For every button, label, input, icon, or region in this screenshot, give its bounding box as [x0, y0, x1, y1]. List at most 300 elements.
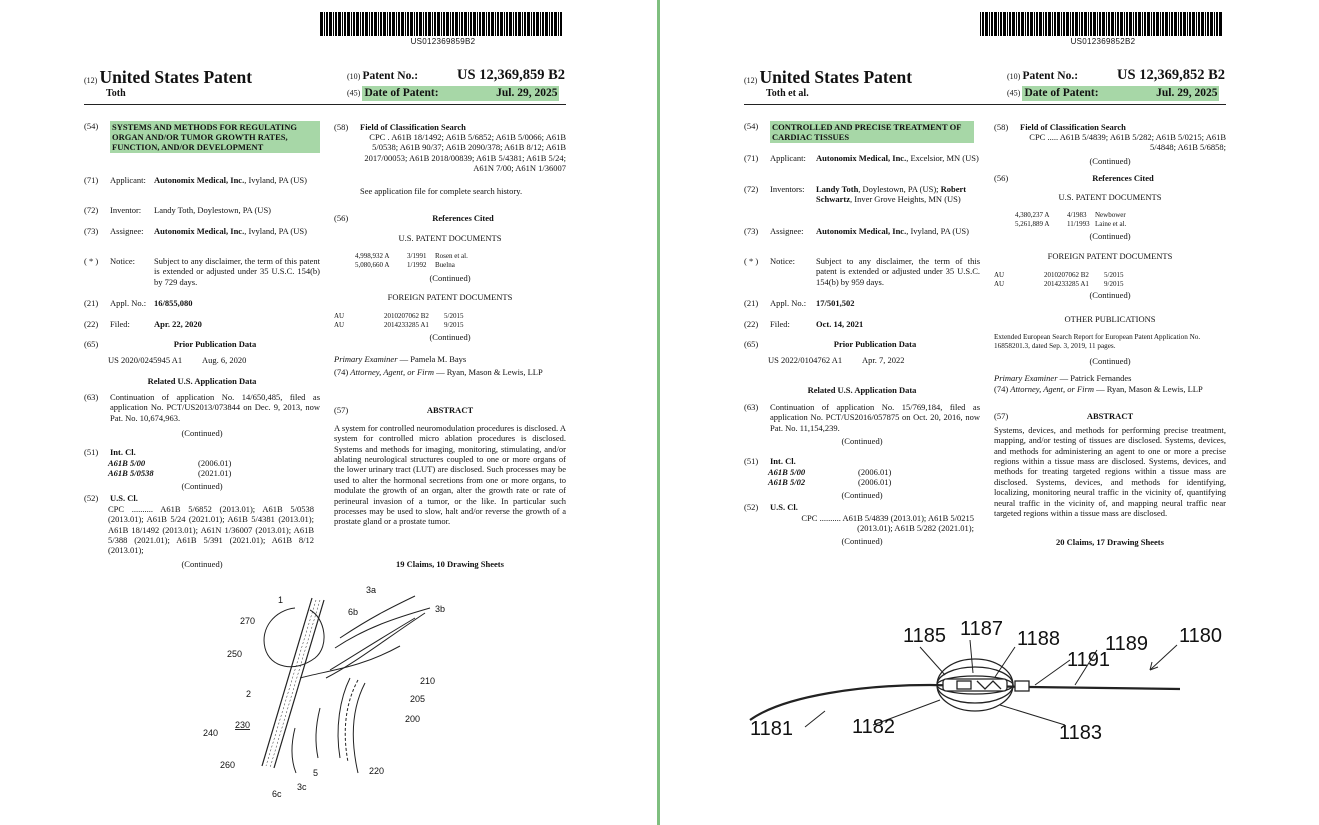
barcode-bar — [369, 12, 370, 36]
barcode-bar — [1075, 12, 1078, 36]
foreign-doc-row: AU 2010207062 B2 5/2015 — [994, 271, 1124, 279]
field-54-title: (54) SYSTEMS AND METHODS FOR REGULATING ORGAN AND/OR TUMOR GROWTH RATES, FUNCTION, AND/OR DEVELOPMENT — [84, 121, 320, 153]
us-cl-text: CPC .......... A61B 5/6852 (2013.01); A61B 5/0538 (2013.01); A61B 5/24 (2021.01); A61B 5/4381 (2013.01); A61B 18/1492 (2013.01); A61N 1/36007 (2013.01); A61B 5/388 (2021.01); A61B 5/391 (2021.01); A61B 8/12 (2013.01); — [108, 504, 314, 556]
barcode-bar — [1054, 12, 1056, 36]
figure-label: 270 — [240, 616, 256, 626]
related-app-heading: Related U.S. Application Data — [147, 376, 257, 386]
barcode-bar — [1027, 12, 1029, 36]
barcode-bar — [994, 12, 997, 36]
barcode-bar — [479, 12, 481, 36]
barcode-bar — [1198, 12, 1200, 36]
figure-label: 1183 — [1059, 722, 1103, 744]
other-pub-entry: Extended European Search Report for European Patent Application No. 16858201.3, dated Sep. 3, 2019, 11 pages. — [994, 333, 1201, 350]
abstract-text: A system for controlled neuromodulation procedures is disclosed. A system for controlled micro ablation procedures is disclosed. Systems and methods for imaging, monitoring, stimulating, and/or ablating neurological structures coupled to one or more organs of the lower urinary tract (LUT) are disclosed. Such processes may be used to alter the hormonal secretions from one or more organs, to modulate the growth of an organ, alter the growth rate or rate of perineural invasion of a tumor, or the like. In particular such processes may be used to slow, halt and/or reverse the growth of a prostate gland or a prostate tumor. — [334, 423, 566, 527]
barcode-bar — [998, 12, 999, 36]
continued-note: (Continued) — [1089, 231, 1131, 241]
barcode-bar — [504, 12, 505, 36]
barcode-bar — [980, 12, 981, 36]
us-doc-row: 4,380,237 A 4/1983 Newbower — [1015, 211, 1126, 219]
barcode-bar — [392, 12, 395, 36]
barcode-bar — [1138, 12, 1141, 36]
barcode-bar — [1063, 12, 1065, 36]
field-58-classification: (58) Field of Classification Search — [994, 122, 1126, 132]
figure-label: 205 — [410, 694, 426, 704]
barcode-bar — [401, 12, 404, 36]
barcode-bar — [1093, 12, 1096, 36]
primary-examiner: Primary Examiner — Patrick Fernandes — [994, 373, 1132, 383]
barcode-bar — [356, 12, 359, 36]
barcode-bar — [410, 12, 413, 36]
field-56-references: (56) References Cited — [334, 213, 494, 223]
barcode-bar — [455, 12, 458, 36]
us-docs-list — [355, 252, 555, 269]
barcode-bar — [1007, 12, 1008, 36]
us-doc-row: 4,998,932 A 3/1991 Rosen et al. — [355, 252, 468, 260]
barcode-bar — [1034, 12, 1035, 36]
barcode-bar — [396, 12, 397, 36]
barcode-bar — [1030, 12, 1033, 36]
barcode-bar — [362, 12, 364, 36]
attorney: (74) Attorney, Agent, or Firm — Ryan, Mason & Lewis, LLP — [994, 384, 1203, 394]
patent-drawing-figure — [200, 578, 460, 808]
barcode-bar — [515, 12, 517, 36]
barcode-bar — [1079, 12, 1080, 36]
barcode-bar — [428, 12, 431, 36]
foreign-docs-list — [994, 271, 1214, 288]
barcode-bar — [1162, 12, 1164, 36]
barcode-bar — [533, 12, 535, 36]
attorney: (74) Attorney, Agent, or Firm — Ryan, Mason & Lewis, LLP — [334, 367, 543, 377]
barcode-bar — [540, 12, 541, 36]
barcode-bar — [1090, 12, 1092, 36]
figure-label: 2 — [246, 689, 252, 699]
barcode-bar — [441, 12, 442, 36]
barcode-bar — [450, 12, 451, 36]
barcode-bar — [982, 12, 984, 36]
field-63-continuation: (63) Continuation of application No. 15/769,184, filed as application No. PCT/US2016/057875 on Oct. 20, 2016, now Pat. No. 11,154,239. — [744, 402, 980, 433]
figure-label: 3a — [366, 585, 377, 595]
barcode-bar — [1088, 12, 1089, 36]
barcode-bar — [542, 12, 544, 36]
barcode-bar — [1016, 12, 1017, 36]
barcode-bar — [491, 12, 494, 36]
primary-examiner: Primary Examiner — Pamela M. Bays — [334, 354, 467, 364]
barcode-bar — [1070, 12, 1071, 36]
field-52-us-cl: (52) U.S. Cl. — [744, 502, 798, 512]
field-notice: ( * ) Notice: Subject to any disclaimer, the term of this patent is extended or adjusted under 35 U.S.C. 154(b) by 729 days. — [84, 256, 320, 287]
barcode-bar — [500, 12, 503, 36]
continued-note: (Continued) — [841, 436, 883, 446]
barcode-bar — [374, 12, 377, 36]
header-rule — [84, 104, 566, 105]
barcode-bar — [468, 12, 469, 36]
foreign-docs-list — [334, 312, 554, 329]
barcode-bar — [1018, 12, 1020, 36]
barcode-bar — [389, 12, 391, 36]
field-57-abstract: (57) ABSTRACT — [994, 411, 1134, 421]
barcode-bar — [1169, 12, 1170, 36]
tissue-line — [353, 683, 365, 773]
int-cl-list — [768, 467, 980, 488]
barcode-bar — [518, 12, 521, 36]
barcode-bar — [1144, 12, 1146, 36]
barcode-bar — [1084, 12, 1087, 36]
barcode-bar — [329, 12, 332, 36]
barcode-bar — [488, 12, 490, 36]
figure-label: 250 — [227, 649, 243, 659]
barcode-bar — [1012, 12, 1015, 36]
barcode-bar — [353, 12, 355, 36]
barcode-bar — [1081, 12, 1083, 36]
figure-label: 230 — [235, 720, 251, 730]
field-51-int-cl: (51) Int. Cl. — [744, 456, 796, 466]
barcode-bar — [1219, 12, 1222, 36]
barcode-bar — [1196, 12, 1197, 36]
barcode-bar — [351, 12, 352, 36]
barcode-bar — [1126, 12, 1128, 36]
barcode-bar — [414, 12, 415, 36]
barcode-bar — [1039, 12, 1042, 36]
continued-note: (Continued) — [181, 481, 223, 491]
barcode-bar — [1111, 12, 1114, 36]
barcode-bar — [470, 12, 472, 36]
field-65-prior-pub: (65) Prior Publication Data — [744, 339, 917, 349]
patent-type-heading: (12) United States Patent — [84, 67, 253, 87]
barcode-bar — [398, 12, 400, 36]
continued-note: (Continued) — [841, 490, 883, 500]
us-docs-heading: U.S. PATENT DOCUMENTS — [398, 233, 502, 243]
barcode-bar — [1106, 12, 1107, 36]
barcode-bar — [378, 12, 379, 36]
barcode-bar — [425, 12, 427, 36]
classification-note: See application file for complete search history. — [360, 186, 523, 196]
field-73-assignee: (73) Assignee: Autonomix Medical, Inc., Ivyland, PA (US) — [744, 226, 969, 236]
document-title: United States Patent — [99, 67, 253, 87]
int-cl-row: A61B 5/0538 (2021.01) — [108, 468, 232, 479]
inventor-short: Toth et al. — [766, 88, 809, 99]
related-app-heading: Related U.S. Application Data — [807, 385, 917, 395]
foreign-docs-heading: FOREIGN PATENT DOCUMENTS — [1047, 251, 1173, 261]
patent-page-left — [0, 0, 657, 825]
continued-note: (Continued) — [841, 536, 883, 546]
patent-number-line: (10) Patent No.: US 12,369,859 B2 — [347, 67, 565, 83]
tissue-line — [338, 678, 350, 758]
barcode-bar — [1214, 12, 1215, 36]
barcode-bar — [1142, 12, 1143, 36]
barcode-bar — [524, 12, 526, 36]
foreign-docs-heading: FOREIGN PATENT DOCUMENTS — [387, 292, 513, 302]
barcode-bar — [506, 12, 508, 36]
foreign-doc-row: AU 2014233285 A1 9/2015 — [994, 279, 1124, 288]
patent-number: US 12,369,852 B2 — [1117, 67, 1225, 83]
figure-label: 6b — [348, 607, 359, 617]
barcode-bar — [1036, 12, 1038, 36]
barcode-bar — [991, 12, 993, 36]
us-docs-list — [1015, 211, 1215, 228]
leader-lines — [805, 700, 1065, 727]
date-highlight: Date of Patent: Jul. 29, 2025 — [1024, 87, 1218, 99]
barcode-bar — [545, 12, 548, 36]
barcode-bar — [1189, 12, 1191, 36]
continued-note: (Continued) — [429, 332, 471, 342]
barcode-bar — [333, 12, 334, 36]
barcode-bar — [536, 12, 539, 36]
patent-drawing-figure — [745, 615, 1245, 750]
barcode-bar — [459, 12, 460, 36]
prior-pub-row: US 2020/0245945 A1 Aug. 6, 2020 — [108, 355, 247, 365]
date-of-patent: Jul. 29, 2025 — [496, 87, 558, 99]
int-cl-list — [108, 458, 320, 479]
field-73-assignee: (73) Assignee: Autonomix Medical, Inc., Ivyland, PA (US) — [84, 226, 307, 236]
figure-label: 1185 — [903, 625, 947, 647]
barcode-bar — [1216, 12, 1218, 36]
tissue-line — [292, 728, 296, 773]
barcode-bar — [497, 12, 499, 36]
barcode-bar — [1192, 12, 1195, 36]
barcode-bar — [1072, 12, 1074, 36]
barcode-bar — [371, 12, 373, 36]
figure-label: 6c — [272, 789, 282, 799]
barcode-bar — [1021, 12, 1024, 36]
continued-note: (Continued) — [181, 428, 223, 438]
patent-number-line: (10) Patent No.: US 12,369,852 B2 — [1007, 67, 1225, 83]
figure-label: 1187 — [960, 618, 1004, 640]
barcode-bar — [446, 12, 449, 36]
barcode-bar — [383, 12, 386, 36]
barcode-bar — [380, 12, 382, 36]
field-21-appl-no: (21) Appl. No.: 16/855,080 — [84, 298, 193, 308]
field-58-classification: (58) Field of Classification Search — [334, 122, 466, 132]
date-of-patent-line: (45) Date of Patent: Jul. 29, 2025 — [1007, 87, 1218, 99]
barcode-bar — [320, 12, 323, 36]
header-rule — [744, 104, 1226, 105]
barcode-bar — [513, 12, 514, 36]
int-cl-row: A61B 5/02 (2006.01) — [768, 477, 892, 488]
barcode-bar — [1153, 12, 1155, 36]
nerve-line — [300, 646, 400, 678]
barcode-bar — [464, 12, 467, 36]
barcode-bar — [1207, 12, 1209, 36]
int-cl-row: A61B 5/00 (2006.01) — [768, 467, 892, 477]
barcode-bar — [985, 12, 988, 36]
barcode-bar — [1180, 12, 1182, 36]
barcode-bar — [1160, 12, 1161, 36]
document-title: United States Patent — [759, 67, 913, 87]
figure-label: 3b — [435, 604, 446, 614]
field-notice: ( * ) Notice: Subject to any disclaimer, the term of this patent is extended or adjusted under 35 U.S.C. 154(b) by 959 days. — [744, 256, 980, 287]
publication-number: US012369852B2 — [1070, 37, 1136, 46]
classification-text: CPC . A61B 18/1492; A61B 5/6852; A61B 5/0066; A61B 5/0538; A61B 90/37; A61B 2090/378; A61B 8/12; A61B 2017/00053; A61B 2018/00839; A61B 5/4381; A61B 5/24; A61N 7/00; A61N 1/36007 — [364, 132, 566, 174]
field-71-applicant: (71) Applicant: Autonomix Medical, Inc., Ivyland, PA (US) — [84, 175, 307, 185]
date-highlight: Date of Patent: Jul. 29, 2025 — [364, 87, 558, 99]
claims-summary: 20 Claims, 17 Drawing Sheets — [1056, 537, 1164, 547]
barcode-bar — [360, 12, 361, 36]
figure-label: 1181 — [750, 718, 794, 740]
barcode-bar — [1124, 12, 1125, 36]
barcode-bar — [1174, 12, 1177, 36]
barcode-bar — [527, 12, 530, 36]
barcode-bar — [387, 12, 388, 36]
barcode-bar — [1201, 12, 1204, 36]
barcode-bar — [1108, 12, 1110, 36]
vessel-line — [330, 618, 415, 670]
barcode — [980, 12, 1226, 36]
figure-label: 5 — [313, 768, 319, 778]
field-51-int-cl: (51) Int. Cl. — [84, 447, 136, 457]
barcode-bar — [482, 12, 485, 36]
barcode-bar — [434, 12, 436, 36]
field-52-us-cl: (52) U.S. Cl. — [84, 493, 138, 503]
barcode-bar — [405, 12, 406, 36]
figure-label: 210 — [420, 676, 436, 686]
barcode-bar — [1205, 12, 1206, 36]
barcode-bar — [1048, 12, 1051, 36]
invention-title: SYSTEMS AND METHODS FOR REGULATING ORGAN AND/OR TUMOR GROWTH RATES, FUNCTION, AND/OR DEVELOPMENT — [110, 121, 320, 153]
barcode-bar — [1187, 12, 1188, 36]
barcode-bar — [461, 12, 463, 36]
us-docs-heading: U.S. PATENT DOCUMENTS — [1058, 192, 1162, 202]
field-57-abstract: (57) ABSTRACT — [334, 405, 474, 415]
barcode-bar — [1061, 12, 1062, 36]
figure-label: 1191 — [1067, 649, 1111, 671]
field-72-inventors: (72) Inventors: Landy Toth, Doylestown, PA (US); Robert Schwartz, Inver Grove Heights, MN (US) — [744, 184, 967, 205]
barcode-bar — [531, 12, 532, 36]
barcode-bar — [1151, 12, 1152, 36]
patent-number: US 12,369,859 B2 — [457, 67, 565, 83]
figure-label: 1188 — [1017, 628, 1061, 650]
barcode-bar — [338, 12, 341, 36]
figure-label: 1180 — [1179, 625, 1223, 647]
claims-summary: 19 Claims, 10 Drawing Sheets — [396, 559, 504, 569]
field-21-appl-no: (21) Appl. No.: 17/501,502 — [744, 298, 855, 308]
field-22-filed: (22) Filed: Oct. 14, 2021 — [744, 319, 864, 329]
figure-label: 1 — [278, 595, 284, 605]
classification-text: CPC ..... A61B 5/4839; A61B 5/282; A61B 5/0215; A61B 5/4848; A61B 5/6858; — [1029, 132, 1226, 153]
barcode-bar — [1003, 12, 1006, 36]
barcode-bar — [347, 12, 350, 36]
barcode-bar — [551, 12, 553, 36]
barcode-bar — [1097, 12, 1098, 36]
barcode-bar — [452, 12, 454, 36]
continued-note: (Continued) — [1089, 156, 1131, 166]
barcode-bar — [1099, 12, 1101, 36]
figure-label: 220 — [369, 766, 385, 776]
figure-label: 260 — [220, 760, 236, 770]
date-of-patent: Jul. 29, 2025 — [1156, 87, 1218, 99]
barcode-bar — [1165, 12, 1168, 36]
barcode-bar — [1135, 12, 1137, 36]
barcode-bar — [1102, 12, 1105, 36]
barcode-bar — [407, 12, 409, 36]
field-22-filed: (22) Filed: Apr. 22, 2020 — [84, 319, 202, 329]
barcode-bar — [989, 12, 990, 36]
int-cl-row: A61B 5/00 (2006.01) — [108, 458, 232, 468]
barcode-bar — [1045, 12, 1047, 36]
foreign-doc-row: AU 2014233285 A1 9/2015 — [334, 320, 464, 329]
barcode-bar — [423, 12, 424, 36]
arrow-line — [1150, 645, 1177, 670]
barcode-bar — [1025, 12, 1026, 36]
barcode-bar — [342, 12, 343, 36]
barcode-bar — [558, 12, 559, 36]
barcode-bar — [1066, 12, 1069, 36]
barcode-bar — [335, 12, 337, 36]
other-pubs-heading: OTHER PUBLICATIONS — [1064, 314, 1156, 324]
barcode-bar — [437, 12, 440, 36]
device-collar — [1015, 681, 1029, 691]
figure-label: 240 — [203, 728, 219, 738]
field-56-references: (56) References Cited — [994, 173, 1154, 183]
barcode-bar — [1057, 12, 1060, 36]
us-doc-row: 5,261,889 A 11/1993 Laine et al. — [1015, 219, 1127, 228]
barcode-bar — [419, 12, 422, 36]
figure-label: 200 — [405, 714, 421, 724]
barcode-bar — [495, 12, 496, 36]
barcode-bar — [477, 12, 478, 36]
barcode-bar — [1129, 12, 1132, 36]
barcode-bar — [1147, 12, 1150, 36]
patent-type-heading: (12) United States Patent — [744, 67, 913, 87]
publication-number: US012369859B2 — [410, 37, 476, 46]
barcode-bar — [486, 12, 487, 36]
tissue-line — [345, 680, 358, 762]
us-cl-text: CPC .......... A61B 5/4839 (2013.01); A61B 5/0215 (2013.01); A61B 5/282 (2021.01); — [801, 513, 974, 534]
device-element — [957, 681, 971, 689]
field-71-applicant: (71) Applicant: Autonomix Medical, Inc., Excelsior, MN (US) — [744, 153, 979, 163]
shaft-hatch — [266, 600, 320, 768]
patent-page-right — [660, 0, 1319, 825]
barcode-bar — [1178, 12, 1179, 36]
tissue-line — [316, 708, 320, 758]
field-63-continuation: (63) Continuation of application No. 14/650,485, filed as application No. PCT/US2013/073844 on Dec. 9, 2013, now Pat. No. 10,674,963. — [84, 392, 320, 423]
abstract-text: Systems, devices, and methods for performing precise treatment, mapping, and/or testing of tissues are disclosed. Systems, devices, and methods for administering an agent to one or more a precise regions within a tissue mass are disclosed. Systems, devices, and methods for treating targeted regions within a tissue mass are disclosed. Systems, devices, and methods for identifying, localizing, monitoring neural traffic in the vicinity of, quantifying neural traffic in the vicinity of, and mapping neural traffic near targeted regions within a tissue mass are disclosed. — [994, 425, 1226, 518]
continued-note: (Continued) — [429, 273, 471, 283]
invention-title: CONTROLLED AND PRECISE TREATMENT OF CARDIAC TISSUES — [770, 121, 974, 143]
barcode-bar — [1115, 12, 1116, 36]
barcode-bar — [443, 12, 445, 36]
barcode-bar — [324, 12, 325, 36]
figure-label: 3c — [297, 782, 307, 792]
continued-note: (Continued) — [1089, 290, 1131, 300]
field-54-title: (54) CONTROLLED AND PRECISE TREATMENT OF CARDIAC TISSUES — [744, 121, 980, 143]
barcode — [320, 12, 566, 36]
barcode-bar — [432, 12, 433, 36]
barcode-bar — [1043, 12, 1044, 36]
inventor-short: Toth — [106, 88, 126, 99]
figure-label: 1189 — [1105, 633, 1149, 655]
us-doc-row: 5,080,660 A 1/1992 Buelna — [355, 260, 455, 269]
foreign-doc-row: AU 2010207062 B2 5/2015 — [334, 312, 464, 320]
barcode-bar — [1052, 12, 1053, 36]
barcode-bar — [365, 12, 368, 36]
barcode-bar — [416, 12, 418, 36]
nerve-line — [340, 596, 415, 638]
field-72-inventor: (72) Inventor: Landy Toth, Doylestown, PA (US) — [84, 205, 271, 215]
barcode-bar — [509, 12, 512, 36]
barcode-bar — [1117, 12, 1119, 36]
barcode-bar — [549, 12, 550, 36]
barcode-bar — [1171, 12, 1173, 36]
barcode-bar — [1133, 12, 1134, 36]
barcode-bar — [1183, 12, 1186, 36]
date-of-patent-line: (45) Date of Patent: Jul. 29, 2025 — [347, 87, 558, 99]
barcode-bar — [344, 12, 346, 36]
barcode-bar — [1000, 12, 1002, 36]
field-65-prior-pub: (65) Prior Publication Data — [84, 339, 257, 349]
barcode-bar — [1210, 12, 1213, 36]
figure-label: 1182 — [852, 716, 896, 738]
barcode-bar — [560, 12, 562, 36]
